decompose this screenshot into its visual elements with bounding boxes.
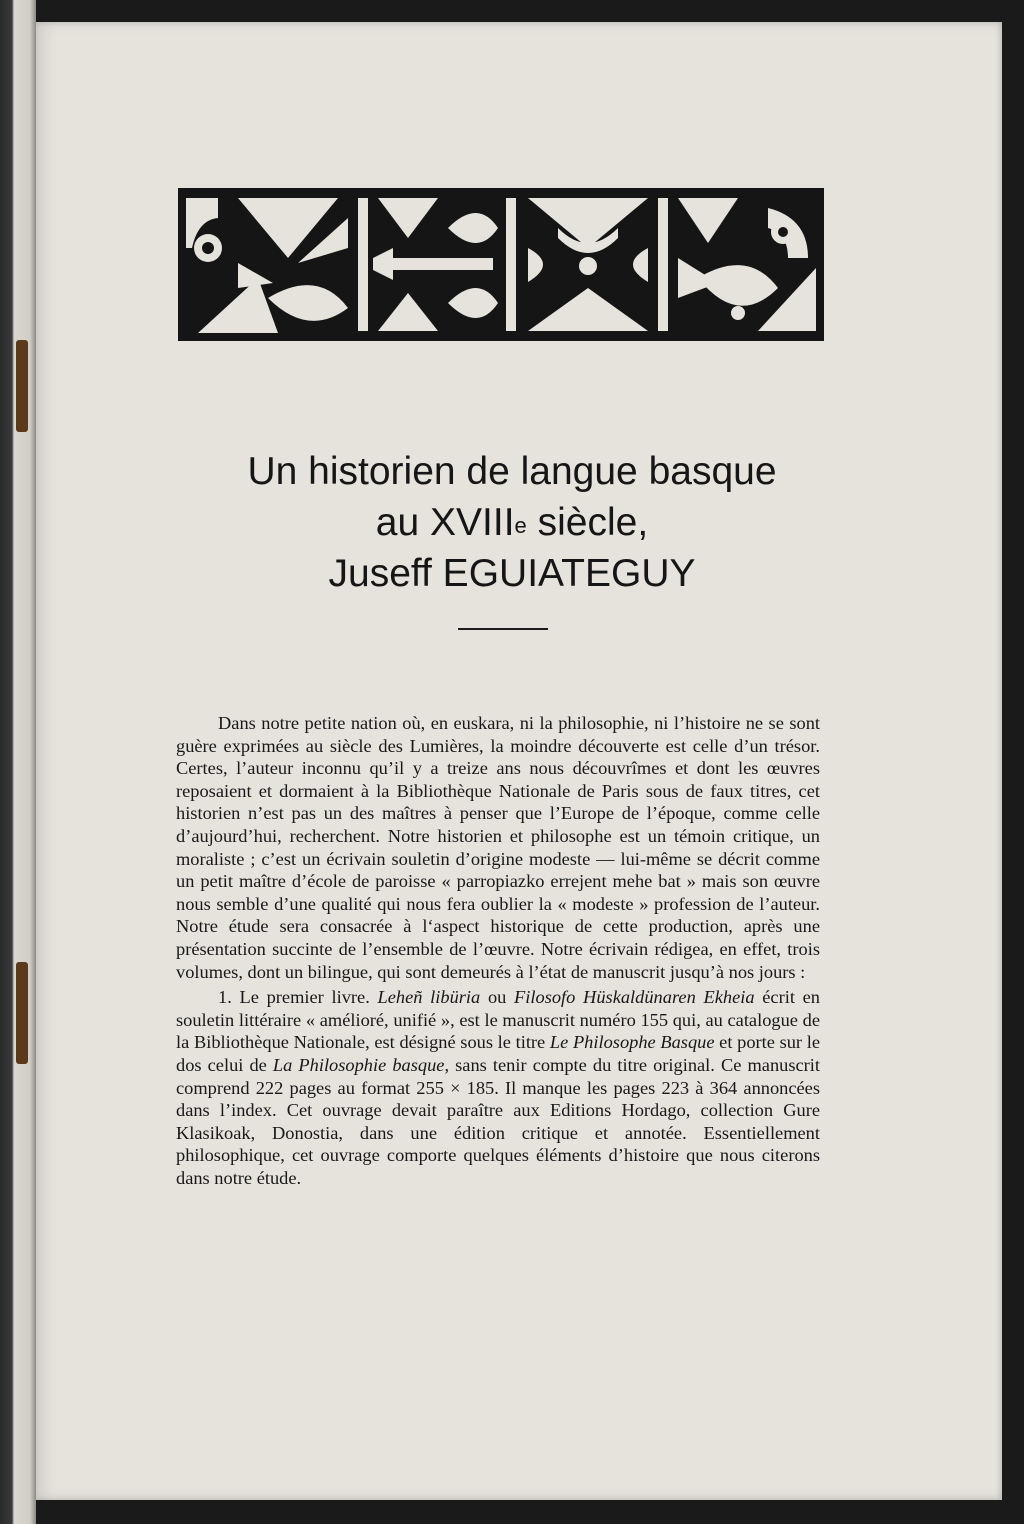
upper-staple <box>16 340 28 432</box>
title-line-3: Juseff EGUIATEGUY <box>328 552 696 595</box>
title-century-superscript: e <box>514 513 527 538</box>
intro-paragraph: Dans notre petite nation où, en euskara, ni la philosophie, ni l’histoire ne se sont guère exprimées au siècle des Lumières, la moindre découverte est celle d’un trésor. Certes, l’auteur inconnu qu’il y a treize ans nous découvrîmes et dont les œuvres reposaient et dormaient à la Bibliothèque Nationale de Paris sous de faux titres, cet historien n’est pas un des maîtres à penser que l’Europe de l’époque, comme celle d’aujourd’hui, recherchent. Notre historien et philosophe est un témoin critique, un moraliste ; c’est un écrivain souletin d’origine modeste — lui-même se décrit comme un petit maître d’école de paroisse « parropiazko errejent mehe bat » mais son œuvre nous semble d’une qualité qui nous fera oublier la « modeste » profession de l’auteur. Notre étude sera consacrée à l‘aspect historique de cette production, après une présentation succinte de l’ensemble de l’œuvre. Notre écrivain rédigea, en effet, trois volumes, dont un bilingue, qui sont demeurés à l’état de manuscrit jusqu’à nos jours : <box>176 713 820 982</box>
title-rule <box>458 628 548 630</box>
item-1-text-1: écrit en souletin littéraire « amélioré, unifié », est le manuscrit numéro 155 qui, au catalogue de la Bibliothèque Nationale, est désigné sous le titre <box>176 987 820 1053</box>
binding-edge <box>0 0 36 1524</box>
item-1-text-3: , sans tenir compte du titre original. Ce manuscrit comprend 222 pages au format 255 × 185. Il manque les pages 223 à 364 annoncées dans l’index. Cet ouvrage devait paraître aux Editions Hordago, collection Gure Klasikoak, Donostia, dans une édition critique et annotée. Essentiellement philosophique, cet ouvrage comporte quelques éléments d’histoire que nous citerons dans notre étude. <box>176 1054 821 1188</box>
article-title <box>0 446 1024 599</box>
item-1-text-2: et porte sur le dos celui de <box>176 1032 820 1075</box>
lower-staple <box>16 962 28 1064</box>
item-1-or: ou <box>480 987 515 1008</box>
book-title-lehen-liburia: Leheñ libüria <box>377 987 481 1008</box>
title-siecle: siècle, <box>526 501 649 544</box>
basque-ornament-icon <box>178 188 824 341</box>
article-body <box>176 712 820 1189</box>
title-century: au XVIII <box>375 501 515 544</box>
book-title-philosophe-basque: Le Philosophe Basque <box>549 1032 715 1053</box>
title-line-2 <box>0 497 1024 548</box>
book-title-philosophie-basque: La Philosophie basque <box>272 1054 445 1075</box>
title-line-1: Un historien de langue basque <box>247 450 777 493</box>
item-1-lead: 1. Le premier livre. <box>218 987 378 1008</box>
book-title-filosofo: Filosofo Hüskaldünaren Ekheia <box>514 987 755 1008</box>
item-1-paragraph <box>176 986 820 1189</box>
